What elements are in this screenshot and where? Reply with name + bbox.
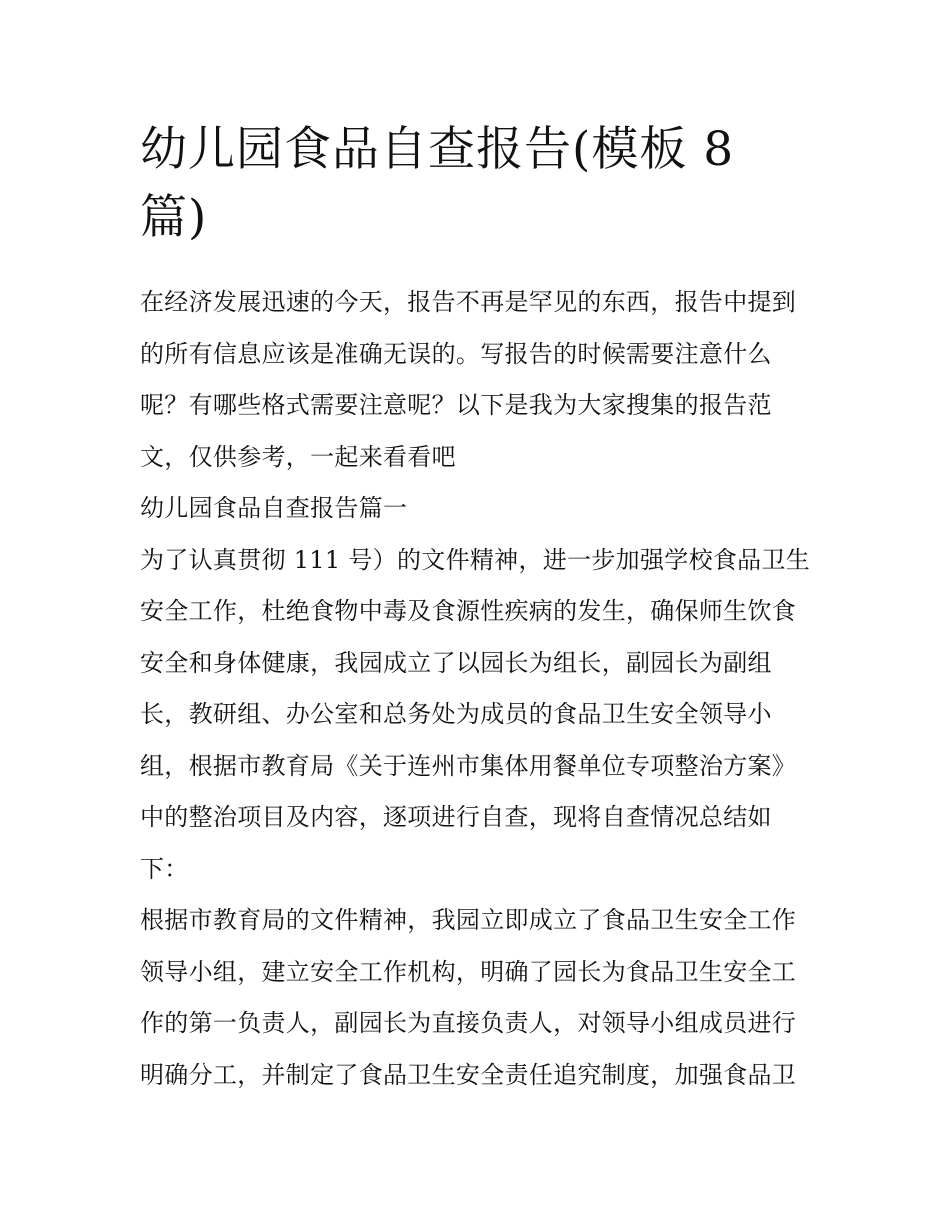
paragraph-line: 安全工作，杜绝食物中毒及食源性疾病的发生，确保师生饮食 bbox=[140, 597, 797, 625]
paragraph-line: 根据市教育局的文件精神，我园立即成立了食品卫生安全工作 bbox=[140, 906, 797, 934]
paragraph-line: 为了认真贯彻 111 号）的文件精神，进一步加强学校食品卫生 bbox=[140, 545, 811, 574]
title-line: 幼儿园食品自查报告(模板 8 bbox=[140, 122, 735, 177]
paragraph-line: 文，仅供参考，一起来看看吧 bbox=[140, 442, 456, 471]
paragraph-line: 在经济发展迅速的今天，报告不再是罕见的东西，报告中提到 bbox=[140, 288, 797, 316]
paragraph-line: 中的整治项目及内容，逐项进行自查，现将自查情况总结如 bbox=[140, 803, 772, 831]
document-title bbox=[140, 116, 820, 252]
paragraph-line: 下： bbox=[140, 854, 189, 883]
paragraph-line: 呢？有哪些格式需要注意呢？以下是我为大家搜集的报告范 bbox=[140, 391, 772, 419]
paragraph-line: 长，教研组、办公室和总务处为成员的食品卫生安全领导小 bbox=[140, 700, 772, 728]
paragraph-line: 安全和身体健康，我园成立了以园长为组长，副园长为副组 bbox=[140, 648, 772, 677]
paragraph-line: 作的第一负责人，副园长为直接负责人，对领导小组成员进行 bbox=[140, 1009, 797, 1037]
paragraph-line: 组，根据市教育局《关于连州市集体用餐单位专项整治方案》 bbox=[140, 751, 797, 780]
section-heading: 幼儿园食品自查报告篇一 bbox=[140, 494, 408, 522]
paragraph-line: 明确分工，并制定了食品卫生安全责任追究制度，加强食品卫 bbox=[140, 1060, 797, 1089]
title-line: 篇) bbox=[140, 190, 208, 245]
paragraph-line: 领导小组，建立安全工作机构，明确了园长为食品卫生安全工 bbox=[140, 957, 797, 986]
document-body bbox=[140, 277, 820, 1101]
paragraph-line: 的所有信息应该是准确无误的。写报告的时候需要注意什么 bbox=[140, 339, 772, 368]
